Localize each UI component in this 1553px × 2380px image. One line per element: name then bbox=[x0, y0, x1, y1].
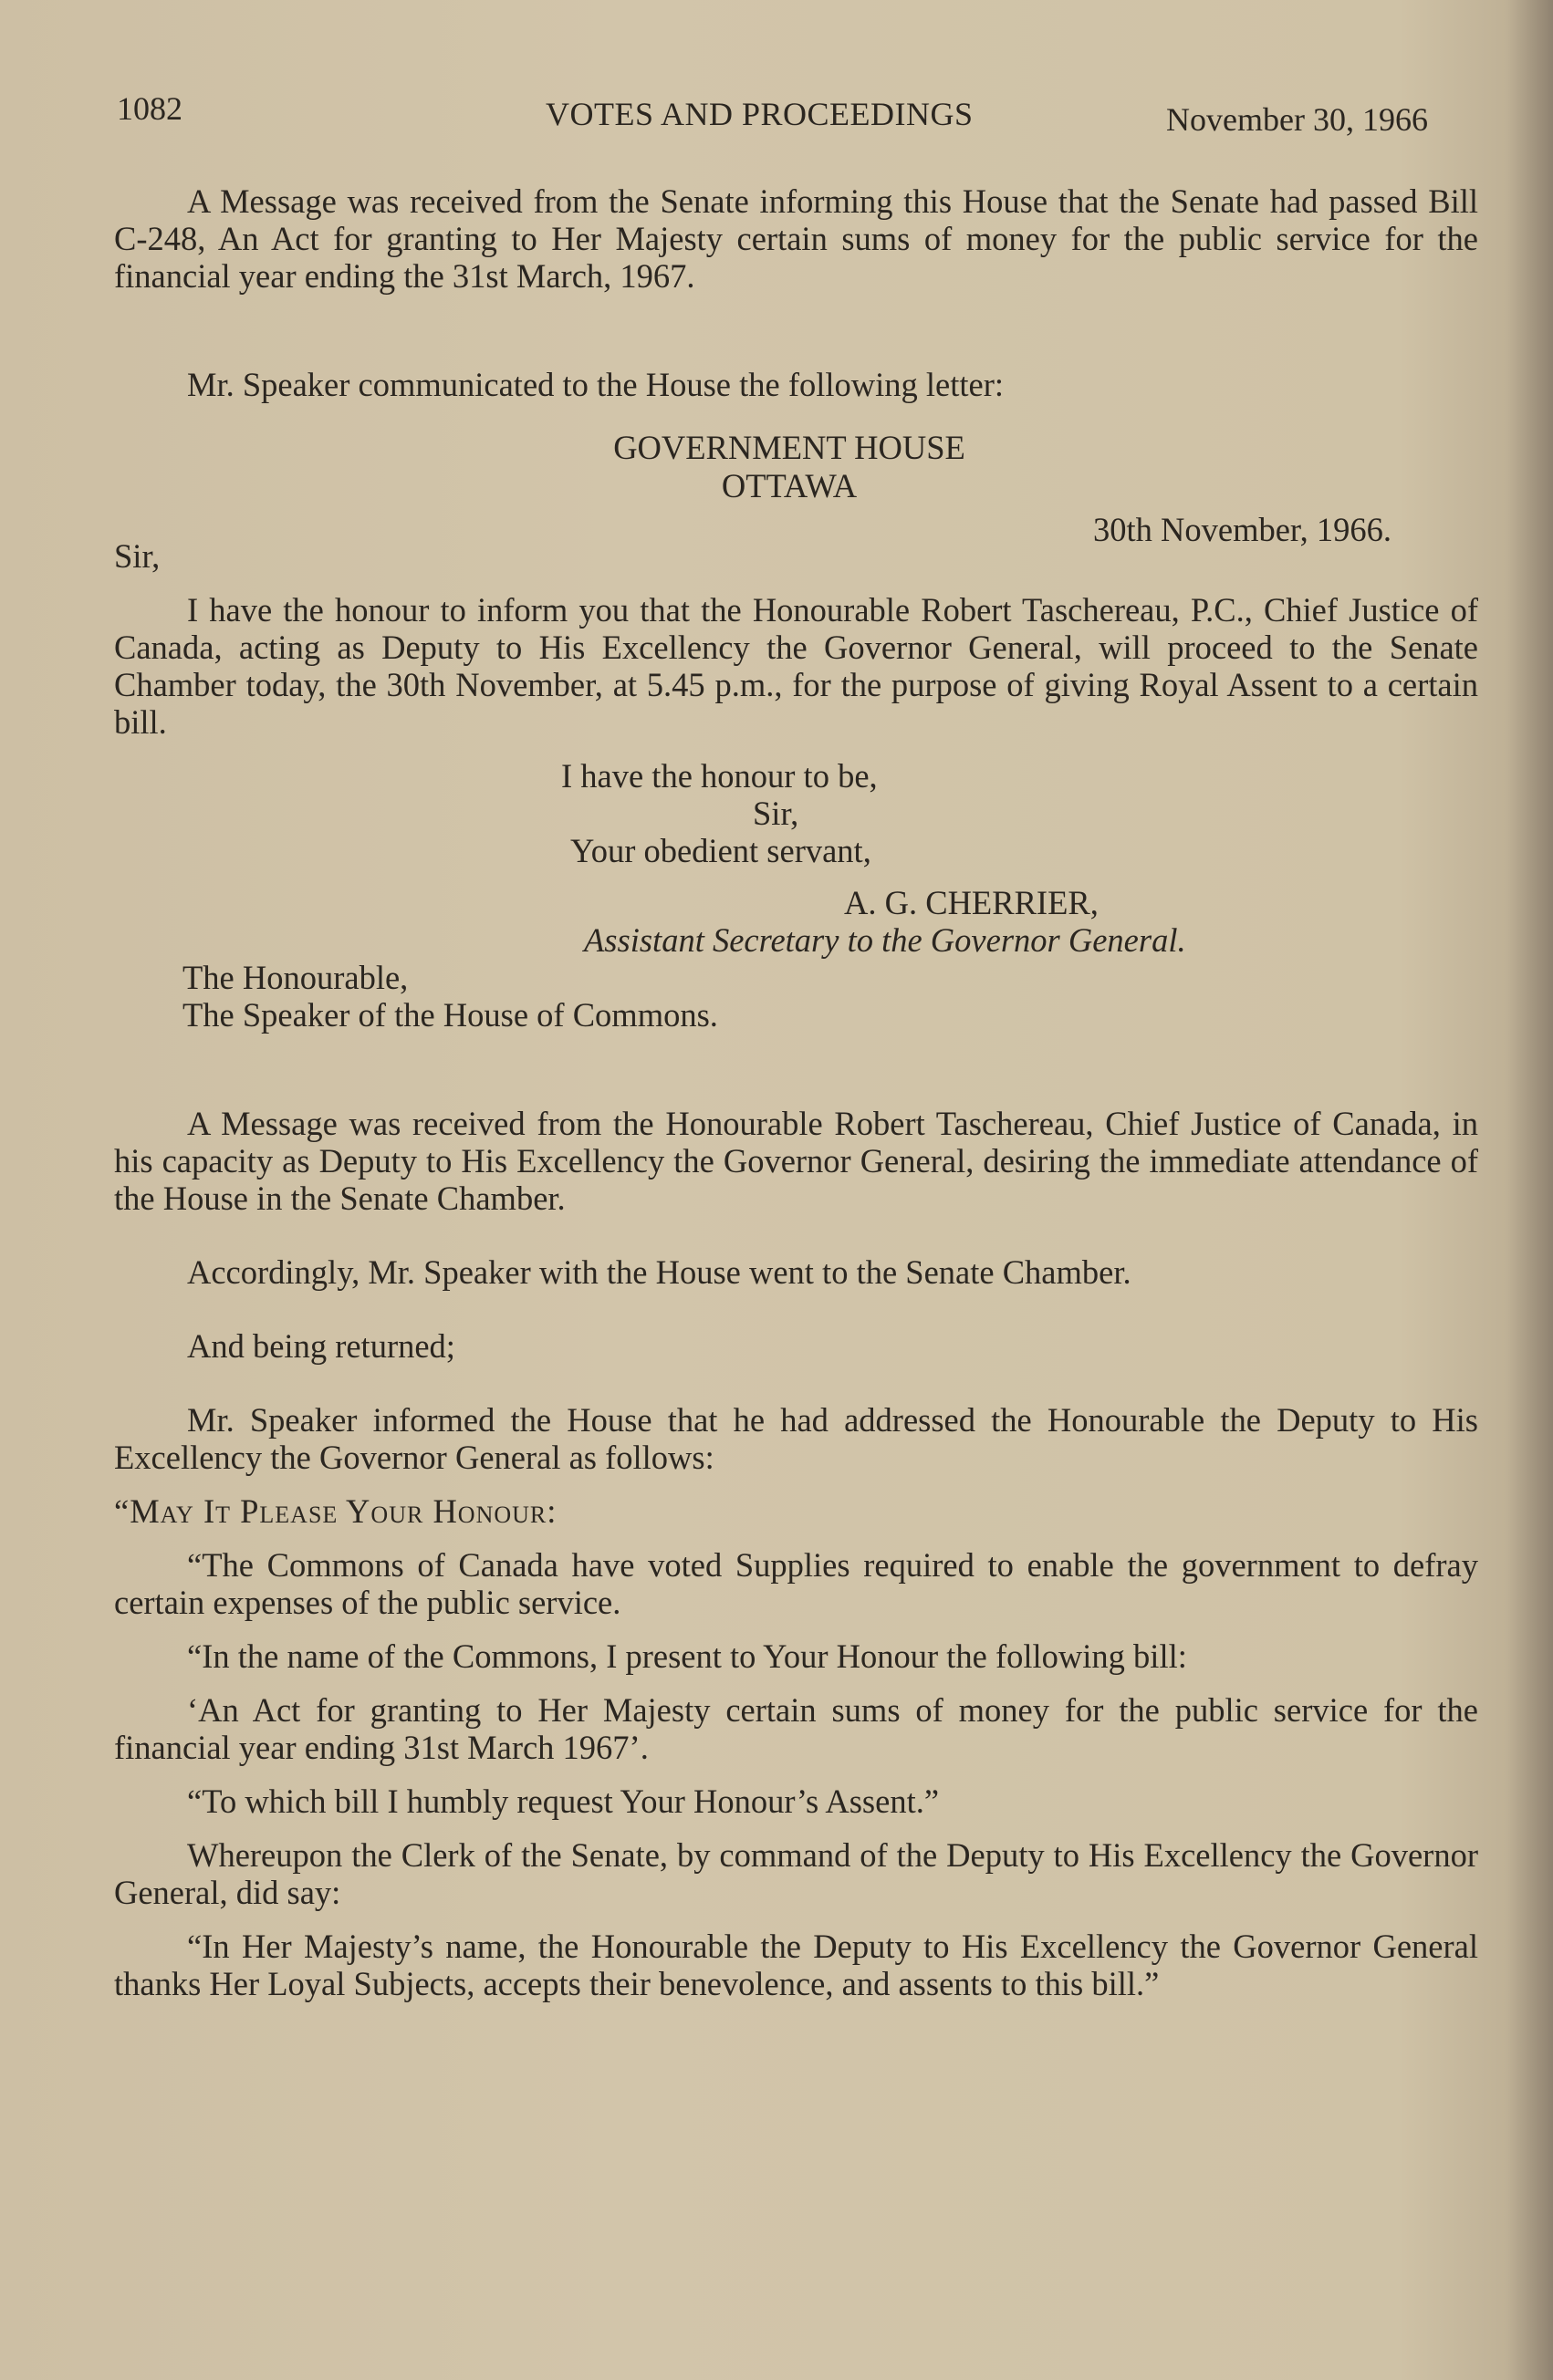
informed-paragraph: Mr. Speaker informed the House that he had addressed the Honourable the Deputy to His Excellency the Governor General as follows: bbox=[114, 1401, 1478, 1476]
present-bill-paragraph: “In the name of the Commons, I present to Your Honour the following bill: bbox=[187, 1637, 1187, 1675]
commons-voted-paragraph: “The Commons of Canada have voted Supplies required to enable the government to defray certain expenses of the public service. bbox=[114, 1546, 1478, 1621]
letter-heading-line2: OTTAWA bbox=[721, 467, 858, 504]
page-number: 1082 bbox=[117, 90, 182, 127]
whereupon-paragraph: Whereupon the Clerk of the Senate, by command of the Deputy to His Excellency the Governor General, did say: bbox=[114, 1836, 1478, 1911]
letter-body: I have the honour to inform you that the Honourable Robert Taschereau, P.C., Chief Justice of Canada, acting as Deputy to His Excellency the Governor General, will proceed to the Senate Chamber today, the 30th November, at 5.45 p.m., for the purpose of giving Royal Assent to a certain bill. bbox=[114, 591, 1478, 741]
address-opening: “May It Please Your Honour: bbox=[114, 1492, 558, 1530]
letter-signature: A. G. CHERRIER, bbox=[844, 884, 1099, 921]
request-assent-paragraph: “To which bill I humbly request Your Honour’s Assent.” bbox=[187, 1782, 940, 1820]
closing-line3: Your obedient servant, bbox=[570, 832, 871, 869]
page-body bbox=[114, 182, 1478, 2002]
letter-closing bbox=[561, 757, 1478, 869]
letter-heading-line1: GOVERNMENT HOUSE bbox=[613, 429, 965, 466]
letter-salutation: Sir, bbox=[114, 537, 161, 575]
letter-heading bbox=[114, 429, 1464, 505]
closing-line2: Sir, bbox=[753, 795, 799, 832]
addressee-line2: The Speaker of the House of Commons. bbox=[182, 996, 718, 1034]
closing-line1: I have the honour to be, bbox=[561, 757, 878, 795]
bill-title-paragraph: ‘An Act for granting to Her Majesty certain sums of money for the public service for the financial year ending 31st March 1967’. bbox=[114, 1691, 1478, 1766]
speaker-communicated-paragraph: Mr. Speaker communicated to the House the following letter: bbox=[187, 366, 1005, 403]
running-title: VOTES AND PROCEEDINGS bbox=[546, 96, 974, 132]
header-date: November 30, 1966 bbox=[1166, 101, 1428, 138]
letter-date: 30th November, 1966. bbox=[1093, 511, 1391, 548]
deputy-message-paragraph: A Message was received from the Honourable Robert Taschereau, Chief Justice of Canada, in his capacity as Deputy to His Excellency the Governor General, desiring the immediate attendance of the House in the Senate Chamber. bbox=[114, 1105, 1478, 1217]
senate-message-paragraph: A Message was received from the Senate informing this House that the Senate had passed Bill C-248, An Act for granting to Her Majesty certain sums of money for the public service for the financial year ending the 31st March, 1967. bbox=[114, 182, 1478, 295]
letter-signature-title: Assistant Secretary to the Governor General. bbox=[584, 921, 1186, 959]
assent-paragraph: “In Her Majesty’s name, the Honourable the Deputy to His Excellency the Governor General thanks Her Loyal Subjects, accepts their benevolence, and assents to this bill.” bbox=[114, 1928, 1478, 2002]
addressee-line1: The Honourable, bbox=[182, 959, 409, 996]
returned-paragraph: And being returned; bbox=[187, 1327, 455, 1365]
accordingly-paragraph: Accordingly, Mr. Speaker with the House went to the Senate Chamber. bbox=[187, 1253, 1131, 1291]
